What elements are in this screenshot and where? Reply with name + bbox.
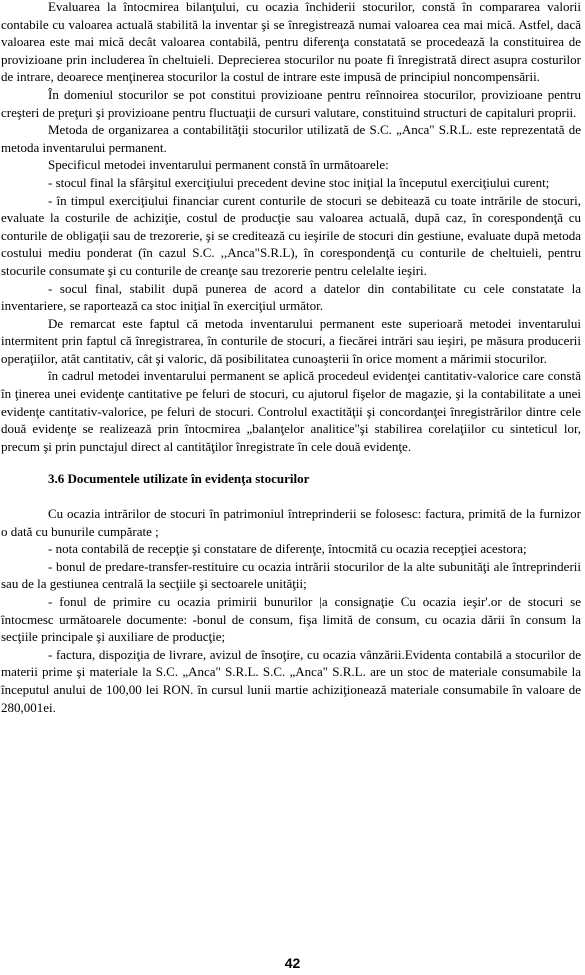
document-body (1, 0, 581, 716)
paragraph: În domeniul stocurilor se pot constitui provizioane pentru reînnoirea stocurilor, provizioane pentru creşteri de preţuri şi provizioane pentru fluctuaţii de cursuri valutare, constituind structuri de capitaluri proprii. (1, 86, 581, 120)
paragraph: Metoda de organizarea a contabilităţii stocurilor utilizată de S.C. „Anca" S.R.L. este reprezentată de metoda inventarului permanent. (1, 122, 581, 155)
paragraph: Evaluarea la întocmirea bilanţului, cu ocazia închiderii stocurilor, constă în compararea valorii contabile cu valoarea actuală stabilită la inventar şi se înregistrează numai valoarea cea mai mică. Astfel, dacă valoarea este mai mică decât valoarea contabilă, pentru diferenţa constatată se procedează la constituirea de provizioane prin includerea în cheltuieli. Deprecierea stocurilor nu poate fi înregistrată direct asupra costurilor de intrare, deoarece menţinerea stocurilor la costul de intrare este impusă de principiul noncompensării. (1, 0, 581, 85)
list-item: - bonul de predare-transfer-restituire cu ocazia intrării stocurilor de la alte subunităţi ale întreprinderii sau de la gestiunea centrală la secţiile şi sectoarele unităţii; (1, 558, 581, 592)
list-item: - factura, dispoziţia de livrare, avizul de însoţire, cu ocazia vânzării.Evidenta contabilă a stocurilor de materii prime şi materiale la S.C. „Anca" S.R.L. S.C. „Anca" S.R.L. are un stoc de materiale consumabile la începutul anului de 100,00 lei RON. în cursul lunii martie achiziţionează materiale consumabile în valoare de 280,001ei. (1, 646, 581, 715)
list-item: - stocul final la sfârşitul exerciţiului precedent devine stoc iniţial la începutul exerciţiului curent; (48, 174, 550, 190)
section-heading: 3.6 Documentele utilizate în evidenţa stocurilor (48, 471, 310, 487)
page-number: 42 (284, 955, 301, 971)
paragraph: Cu ocazia intrărilor de stocuri în patrimoniul întreprinderii se folosesc: factura, primită de la furnizor o dată cu bunurile cumpărate ; (1, 506, 581, 539)
paragraph: Specificul metodei inventarului permanent constă în următoarele: (48, 157, 389, 173)
list-item: - fonul de primire cu ocazia primirii bunurilor |a consignaţie Cu ocazia ieşir'.or de stocuri se întocmesc următoarele documente: -bonul de consum, fişa limită de consum, cu ocazia dării în consum la secţiile principale şi auxiliare de producţie; (1, 594, 581, 645)
paragraph: De remarcat este faptul că metoda inventarului permanent este superioară metodei inventarului intermitent prin faptul că înregistrarea, în conturile de stocuri, a fiecărei intrări sau ieşiri, pe măsura producerii operaţiilor, atât cantitativ, cât şi valoric, dă posibilitatea cunoaşterii în orice moment a mărimii stocurilor. (1, 315, 581, 366)
list-item: - socul final, stabilit după punerea de acord a datelor din contabilitate cu cele constatate la inventariere, se raportează ca stoc iniţial în exerciţiul următor. (1, 280, 581, 314)
list-item: - nota contabilă de recepţie şi constatare de diferenţe, întocmită cu ocazia recepţiei acestora; (48, 541, 527, 557)
list-item: - în timpul exerciţiului financiar curent conturile de stocuri se debitează cu toate intrările de stocuri, evaluate la costurile de achiziţie, costul de producţie sau valoarea actuală, după caz, în corespondenţă cu conturile de obligaţii sau de trezorerie, şi se creditează cu ieşirile de stocuri din gestiune, evaluate după metoda costului mediu ponderat (în cazul S.C. ,,Anca"S.R.L), în corespondenţă cu conturile de cheltuieli, pentru stocurile consumate şi cu conturile de creanţe sau trezorerie pentru celelalte ieşiri. (1, 192, 581, 278)
paragraph: în cadrul metodei inventarului permanent se aplică procedeul evidenţei cantitativ-valorice care constă în ţinerea unei evidenţe cantitative pe feluri de stocuri, cu ajutorul fişelor de magazie, şi la contabilitate a unei evidenţe cantitativ-valorice, pe feluri de stocuri. Controlul exactităţii şi concordanţei înregistrărilor dintre cele două evidenţe se realizează prin întocmirea „balanţelor analitice"şi stabilirea corelaţiilor cu sinteticul lor, precum şi prin punctajul direct al cantităţilor înregistrate în cele două evidenţe. (1, 368, 581, 454)
